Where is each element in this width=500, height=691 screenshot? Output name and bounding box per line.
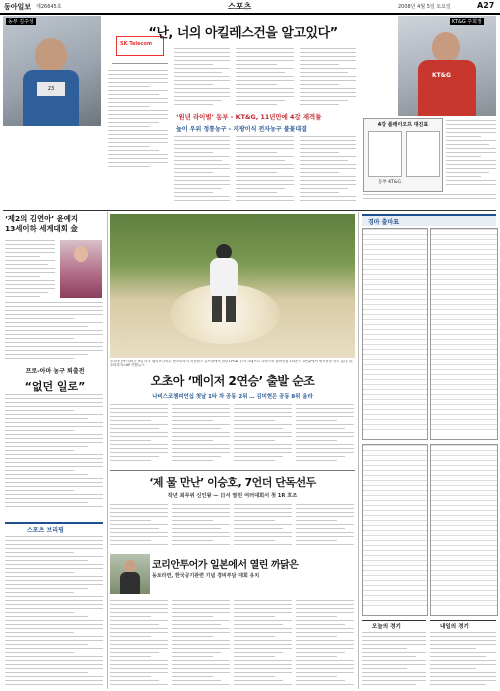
bottom-body-col1 xyxy=(110,600,168,688)
results-table-2 xyxy=(430,228,498,440)
bottom-headline: 코리안투어가 일본에서 열린 까닭은 xyxy=(152,560,299,571)
tomorrow-schedule xyxy=(430,632,496,688)
briefing-label: 스포츠 브리핑 xyxy=(27,527,64,534)
bottom-body-col3 xyxy=(234,600,292,688)
top-headline: “난, 너의 아킬레스건을 알고있다” xyxy=(148,26,338,41)
kt-jersey-brand: KT&G xyxy=(432,72,451,79)
issue-number: 제26645호 xyxy=(36,4,62,10)
bracket-box xyxy=(363,118,443,192)
sponsor-caption xyxy=(112,60,168,68)
golf-photo-caption: 오초아 (멕시코)가 4일 미국 캘리포니아주 란초미라지 미션힐스 골프장에서 열린 LPGA 투어 크래프트 나비스코 챔피언십 1라운드 3번홀에서 벙커샷을 하고 있다. 란초미라지=AP 연합뉴스 xyxy=(110,360,353,367)
mid-body-col2 xyxy=(172,504,230,548)
yoon-body-b xyxy=(5,302,103,360)
top-subhead-blue: 높이 우위 정통농구 - 지팡이식 전자농구 불꽃대결 xyxy=(176,126,307,133)
results-table-3 xyxy=(362,444,428,616)
photo-joo-heejung xyxy=(398,16,496,116)
results-table-1 xyxy=(362,228,428,440)
photo-yoon-yeji xyxy=(60,240,102,298)
page-number: A27 xyxy=(477,1,495,10)
left-photo-caption: 동부 김주성 xyxy=(8,19,34,25)
right-photo-caption: KT&G 주희정 xyxy=(452,19,482,25)
masthead xyxy=(0,0,500,14)
top-body-col6 xyxy=(236,136,294,204)
results-header xyxy=(362,214,496,226)
basketball-label: 프로-아마 농구 퇴출전 xyxy=(25,368,85,375)
top-body-col3 xyxy=(236,48,294,108)
yoon-headline: ‘제2의 김연아’ 윤예지 13세이하 세계대회 金 xyxy=(5,214,79,233)
mid-body-col4 xyxy=(296,504,354,548)
right-column-divider xyxy=(358,212,359,689)
mid-body-col1 xyxy=(110,504,168,548)
tomorrow-title: 내일의 경기 xyxy=(440,624,469,630)
paper-name: 동아일보 xyxy=(4,3,32,11)
section-title: 스포츠 xyxy=(228,2,252,11)
top-body-col5 xyxy=(174,136,230,204)
top-body-col8 xyxy=(446,120,496,190)
basketball-headline: “없던 일로” xyxy=(24,380,86,393)
mid-rule xyxy=(110,470,355,471)
top-body-col7 xyxy=(300,136,356,204)
top-body-col2 xyxy=(174,48,230,108)
masthead-rule xyxy=(0,13,500,15)
mid-body-col3 xyxy=(234,504,292,548)
results-title: 경마 출마표 xyxy=(368,219,400,226)
today-title: 오늘의 경기 xyxy=(372,624,401,630)
bracket-title: 4강 플레이오프 대진표 xyxy=(377,122,429,128)
top-body-col9 xyxy=(363,194,496,202)
top-subhead-red: ‘원년 라이벌’ 동부 - KT&G, 11년만에 4강 재격돌 xyxy=(176,113,322,121)
basketball-body xyxy=(5,394,103,510)
top-body-col1 xyxy=(108,70,168,170)
golf-body-col2 xyxy=(172,404,230,464)
photo-kim-juseong: 23 xyxy=(3,16,101,126)
photo-golfer-small xyxy=(110,554,150,594)
briefing-body xyxy=(5,536,103,686)
golf-headline: 오초아 ‘메이저 2연승’ 출발 순조 xyxy=(150,374,315,388)
tomorrow-header xyxy=(430,620,496,630)
golf-subhead: 나비스코챔피언십 첫날 1타 차 공동 2위 … 김미현은 공동 8위 올라 xyxy=(152,394,313,400)
bottom-body-col2 xyxy=(172,600,230,688)
today-header xyxy=(362,620,426,630)
sponsor-name: SK Telecom xyxy=(120,41,153,47)
yoon-body-a xyxy=(5,240,55,300)
golf-body-col4 xyxy=(296,404,354,464)
golf-body-col3 xyxy=(234,404,292,464)
photo-ochoa-bunker xyxy=(110,214,355,358)
bottom-subhead: 동토라면, 한국공기관련 기념 경비부담 대회 유치 xyxy=(152,573,260,579)
top-section-rule xyxy=(3,210,496,211)
briefing-header xyxy=(5,522,103,534)
bottom-body-col4 xyxy=(296,600,354,688)
left-column-divider xyxy=(107,212,108,689)
golf-body-col1 xyxy=(110,404,168,464)
top-body-col4 xyxy=(300,48,356,108)
results-table-4 xyxy=(430,444,498,616)
mid-headline: ‘제 물 만난’ 이승호, 7언더 단독선두 xyxy=(149,476,316,489)
mid-subhead: 작년 최루위 신인왕 — 日서 열린 여러대회서 첫 1R 호조 xyxy=(167,493,298,499)
bracket-teams: 동부 KT&G xyxy=(378,180,401,185)
today-schedule xyxy=(362,632,426,688)
issue-date: 2008년 4월 5일 토요일 xyxy=(398,4,451,10)
